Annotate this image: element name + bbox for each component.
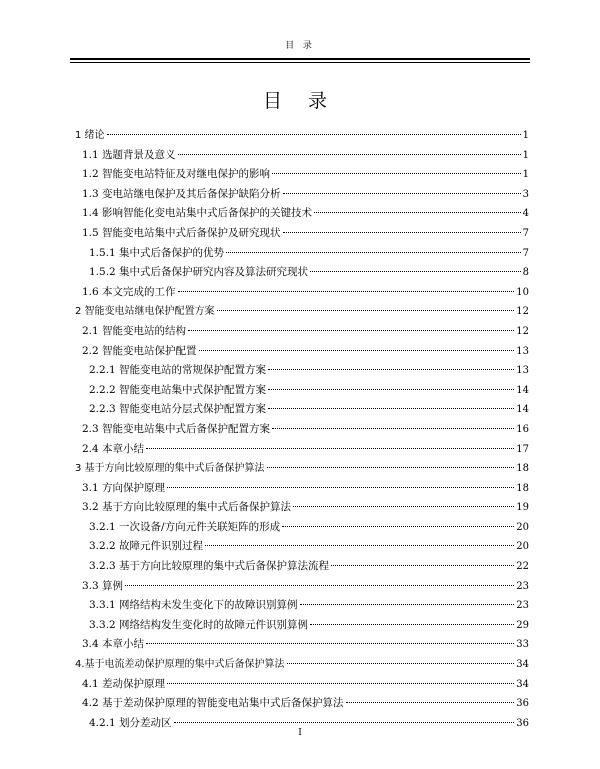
toc-dot-leader bbox=[107, 134, 521, 135]
toc-entry[interactable] bbox=[75, 616, 529, 636]
toc-entry-title: 3.2.3 基于方向比较原理的集中式后备保护算法流程 bbox=[89, 560, 330, 573]
toc-dot-leader bbox=[310, 624, 514, 625]
toc-entry-title: 4.2.1 划分差动区 bbox=[89, 716, 172, 729]
toc-entry-page: 34 bbox=[516, 659, 529, 671]
toc-entry[interactable] bbox=[75, 498, 529, 518]
toc-entry-page: 14 bbox=[516, 404, 529, 416]
toc-dot-leader bbox=[310, 271, 521, 272]
toc-dot-leader bbox=[272, 428, 514, 429]
toc-entry[interactable] bbox=[75, 381, 529, 401]
toc-entry[interactable] bbox=[75, 459, 529, 479]
toc-entry[interactable] bbox=[75, 675, 529, 695]
toc-entry-page: 17 bbox=[516, 443, 529, 455]
toc-entry[interactable] bbox=[75, 126, 529, 146]
toc-entry[interactable] bbox=[75, 146, 529, 166]
toc-entry-page: 20 bbox=[516, 521, 529, 533]
toc-dot-leader bbox=[283, 232, 521, 233]
toc-dot-leader bbox=[300, 604, 515, 605]
toc-entry-page: 36 bbox=[516, 717, 529, 729]
toc-entry-title: 4.2 基于差动保护原理的智能变电站集中式后备保护算法 bbox=[82, 697, 344, 710]
toc-entry-title: 1.1 选题背景及意义 bbox=[82, 148, 176, 161]
toc-dot-leader bbox=[226, 252, 521, 253]
toc-entry-page: 7 bbox=[522, 247, 529, 259]
toc-dot-leader bbox=[268, 369, 514, 370]
toc-entry-title: 2.2.2 智能变电站集中式保护配置方案 bbox=[89, 383, 267, 396]
toc-dot-leader bbox=[146, 448, 514, 449]
toc-entry-title: 2.1 智能变电站的结构 bbox=[82, 324, 187, 337]
toc-entry-title: 2.2.3 智能变电站分层式保护配置方案 bbox=[89, 403, 267, 416]
toc-entry[interactable] bbox=[75, 302, 529, 322]
toc-dot-leader bbox=[282, 526, 514, 527]
toc-dot-leader bbox=[174, 722, 515, 723]
toc-entry[interactable] bbox=[75, 322, 529, 342]
toc-entry[interactable] bbox=[75, 342, 529, 362]
toc-entry-page: 14 bbox=[516, 384, 529, 396]
toc-entry-title: 1.5.2 集中式后备保护研究内容及算法研究现状 bbox=[89, 266, 309, 279]
toc-entry-page: 16 bbox=[516, 423, 529, 435]
toc-entry-page: 18 bbox=[516, 482, 529, 494]
toc-entry[interactable] bbox=[75, 557, 529, 577]
toc-entry-page: 1 bbox=[522, 130, 529, 141]
toc-entry[interactable] bbox=[75, 537, 529, 557]
toc-entry-page: 33 bbox=[516, 639, 529, 651]
toc-entry-title: 1.5.1 集中式后备保护的优势 bbox=[89, 246, 225, 259]
toc-entry-title: 2 智能变电站继电保护配置方案 bbox=[75, 306, 215, 318]
header-rule-thin bbox=[70, 62, 530, 63]
toc-entry-page: 1 bbox=[522, 149, 529, 161]
toc-entry[interactable] bbox=[75, 635, 529, 655]
toc-entry-title: 1.4 影响智能化变电站集中式后备保护的关键技术 bbox=[82, 207, 313, 220]
toc-dot-leader bbox=[167, 683, 514, 684]
toc-dot-leader bbox=[287, 663, 515, 664]
toc-entry-title: 1.2 智能变电站特征及对继电保护的影响 bbox=[82, 168, 271, 181]
toc-entry[interactable] bbox=[75, 165, 529, 185]
toc-entry-page: 3 bbox=[522, 188, 529, 200]
toc-dot-leader bbox=[331, 565, 514, 566]
toc-entry-page: 23 bbox=[516, 600, 529, 612]
toc-entry[interactable] bbox=[75, 400, 529, 420]
toc-entry-page: 10 bbox=[516, 286, 529, 298]
running-header: 目 录 bbox=[285, 41, 315, 51]
toc-entry-title: 2.2.1 智能变电站的常规保护配置方案 bbox=[89, 364, 267, 377]
toc-entry-title: 1.5 智能变电站集中式后备保护及研究现状 bbox=[82, 226, 281, 239]
toc-entry-title: 3.2.1 一次设备/方向元件关联矩阵的形成 bbox=[89, 520, 281, 533]
toc-entry-page: 20 bbox=[516, 541, 529, 553]
toc-entry[interactable] bbox=[75, 263, 529, 283]
toc-dot-leader bbox=[178, 291, 515, 292]
toc-dot-leader bbox=[167, 487, 514, 488]
toc-entry-title: 3.1 方向保护原理 bbox=[82, 481, 166, 494]
toc-entry-page: 18 bbox=[516, 463, 529, 475]
toc-dot-leader bbox=[268, 408, 514, 409]
toc-entry-page: 22 bbox=[516, 561, 529, 573]
toc-entry-page: 1 bbox=[522, 169, 529, 181]
toc-entry-title: 3.3 算例 bbox=[82, 579, 124, 592]
toc-entry-title: 4.基于电流差动保护原理的集中式后备保护算法 bbox=[75, 659, 285, 671]
toc-entry-page: 12 bbox=[516, 325, 529, 337]
toc-entry-title: 3.2.2 故障元件识别过程 bbox=[89, 540, 204, 553]
toc-entry-title: 1.6 本文完成的工作 bbox=[82, 285, 176, 298]
toc-dot-leader bbox=[346, 702, 515, 703]
toc-entry-title: 2.4 本章小结 bbox=[82, 442, 145, 455]
toc-entry-page: 36 bbox=[516, 698, 529, 710]
toc-dot-leader bbox=[268, 389, 514, 390]
toc-entry[interactable] bbox=[75, 440, 529, 460]
page-number: I bbox=[298, 728, 302, 738]
toc-entry-title: 2.2 智能变电站保护配置 bbox=[82, 344, 197, 357]
toc-entry-title: 1.3 变电站继电保护及其后备保护缺陷分析 bbox=[82, 187, 281, 200]
toc-entry[interactable] bbox=[75, 479, 529, 499]
toc-entry-page: 8 bbox=[522, 267, 529, 279]
toc-entry-page: 29 bbox=[516, 619, 529, 631]
toc-entry-page: 13 bbox=[516, 345, 529, 357]
toc-entry[interactable] bbox=[75, 596, 529, 616]
toc-entry-title: 1 绪论 bbox=[75, 130, 105, 141]
toc-entry-title: 3.3.2 网络结构发生变化时的故障元件识别算例 bbox=[89, 618, 309, 631]
toc-entry-page: 23 bbox=[516, 580, 529, 592]
toc-dot-leader bbox=[199, 350, 515, 351]
toc-entry-page: 7 bbox=[522, 227, 529, 239]
toc-entry-page: 4 bbox=[522, 208, 529, 220]
toc-entry[interactable] bbox=[75, 694, 529, 714]
toc-entry-title: 4.1 差动保护原理 bbox=[82, 677, 166, 690]
toc-entry-page: 12 bbox=[516, 306, 529, 318]
toc-entry[interactable] bbox=[75, 244, 529, 264]
toc-entry[interactable] bbox=[75, 361, 529, 381]
toc-dot-leader bbox=[217, 310, 515, 311]
toc-dot-leader bbox=[205, 545, 514, 546]
toc-entry[interactable] bbox=[75, 224, 529, 244]
toc-entry-page: 34 bbox=[516, 678, 529, 690]
table-of-contents bbox=[75, 126, 529, 733]
toc-dot-leader bbox=[283, 193, 521, 194]
toc-entry-page: 19 bbox=[516, 502, 529, 514]
toc-dot-leader bbox=[293, 506, 514, 507]
toc-entry[interactable] bbox=[75, 577, 529, 597]
toc-dot-leader bbox=[146, 643, 514, 644]
toc-dot-leader bbox=[188, 330, 514, 331]
toc-entry[interactable] bbox=[75, 655, 529, 675]
toc-dot-leader bbox=[178, 154, 521, 155]
toc-dot-leader bbox=[125, 585, 514, 586]
toc-entry-title: 3.4 本章小结 bbox=[82, 638, 145, 651]
toc-entry[interactable] bbox=[75, 204, 529, 224]
toc-entry-title: 3 基于方向比较原理的集中式后备保护算法 bbox=[75, 463, 265, 475]
toc-entry-title: 2.3 智能变电站集中式后备保护配置方案 bbox=[82, 422, 271, 435]
page-title: 目 录 bbox=[262, 90, 338, 112]
toc-dot-leader bbox=[272, 173, 521, 174]
header-rule-thick bbox=[70, 58, 530, 60]
toc-entry[interactable] bbox=[75, 420, 529, 440]
toc-entry-page: 13 bbox=[516, 365, 529, 377]
toc-entry[interactable] bbox=[75, 518, 529, 538]
toc-entry-title: 3.3.1 网络结构未发生变化下的故障识别算例 bbox=[89, 599, 298, 612]
toc-dot-leader bbox=[314, 212, 521, 213]
toc-entry[interactable] bbox=[75, 283, 529, 303]
toc-entry-title: 3.2 基于方向比较原理的集中式后备保护算法 bbox=[82, 501, 292, 514]
toc-dot-leader bbox=[267, 467, 515, 468]
toc-entry[interactable] bbox=[75, 185, 529, 205]
